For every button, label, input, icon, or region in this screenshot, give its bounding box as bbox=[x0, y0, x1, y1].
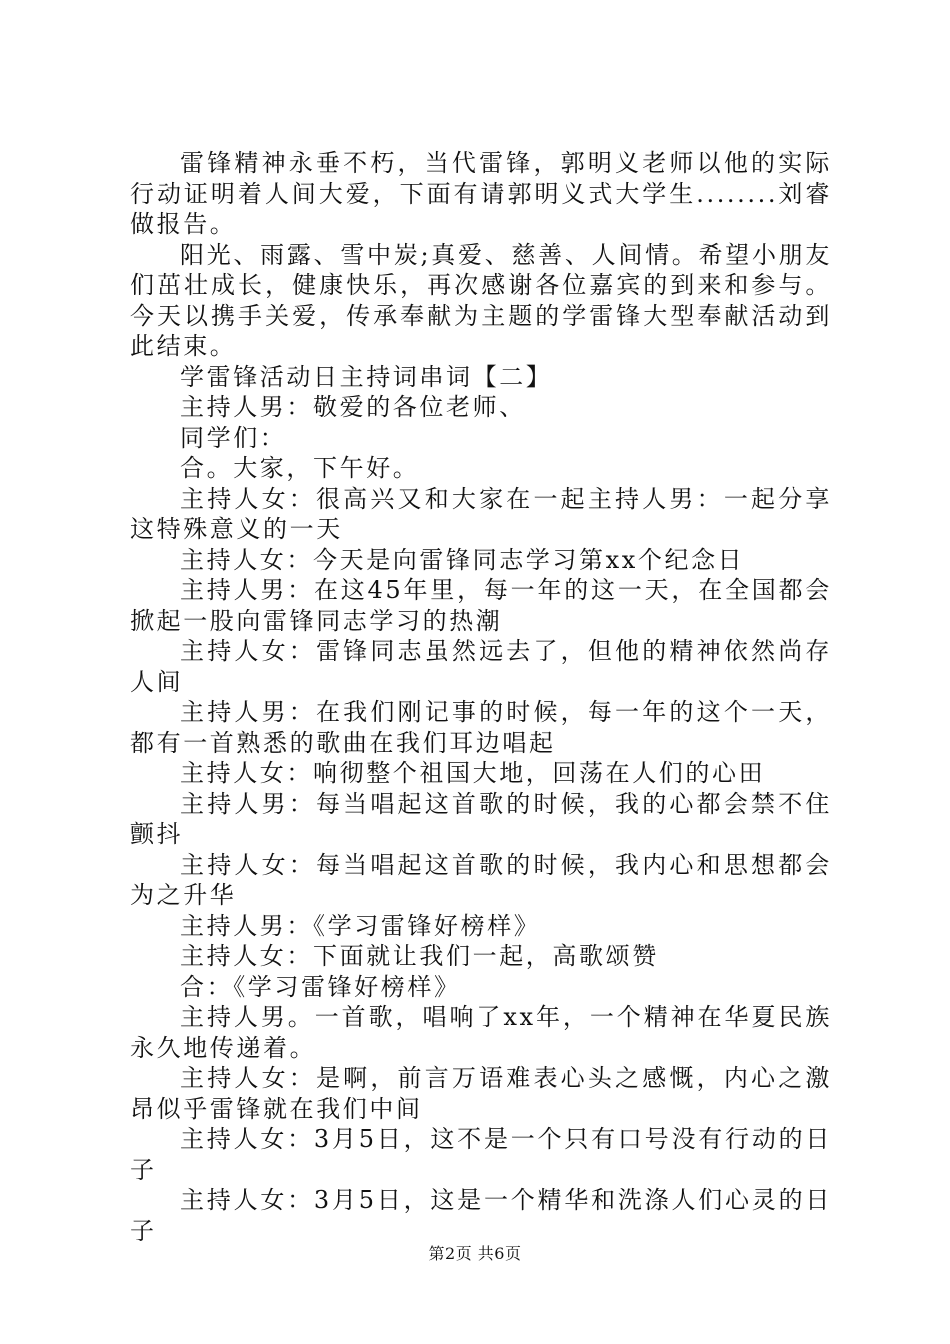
page-number-footer: 第2页 共6页 bbox=[428, 1244, 522, 1263]
paragraph: 主持人女：下面就让我们一起，高歌颂赞 bbox=[180, 942, 659, 970]
paragraph: 主持人女：每当唱起这首歌的时候，我内心和思想都会为之升华 bbox=[130, 850, 832, 909]
paragraph: 主持人男：在这45年里，每一年的这一天，在全国都会掀起一股向雷锋同志学习的热潮 bbox=[130, 576, 832, 635]
paragraph: 主持人女：是啊，前言万语难表心头之感慨，内心之激昂似乎雷锋就在我们中间 bbox=[130, 1064, 832, 1123]
paragraph: 主持人男：敬爱的各位老师、 bbox=[180, 393, 526, 421]
document-body bbox=[130, 148, 832, 1246]
paragraph: 合。大家，下午好。 bbox=[180, 454, 420, 482]
paragraph: 主持人男。一首歌，唱响了xx年，一个精神在华夏民族永久地传递着。 bbox=[130, 1003, 832, 1062]
paragraph: 雷锋精神永垂不朽，当代雷锋，郭明义老师以他的实际行动证明着人间大爱，下面有请郭明义式大学生........刘睿做报告。 bbox=[130, 149, 832, 238]
paragraph: 主持人女：今天是向雷锋同志学习第xx个纪念日 bbox=[180, 545, 745, 574]
paragraph: 合：《学习雷锋好榜样》 bbox=[180, 972, 461, 1001]
paragraph: 主持人女：响彻整个祖国大地，回荡在人们的心田 bbox=[180, 759, 766, 787]
paragraph: 阳光、雨露、雪中炭;真爱、慈善、人间情。希望小朋友们茁壮成长，健康快乐，再次感谢各位嘉宾的到来和参与。今天以携手关爱，传承奉献为主题的学雷锋大型奉献活动到此结束。 bbox=[130, 240, 832, 360]
paragraph: 主持人男：在我们刚记事的时候，每一年的这个一天，都有一首熟悉的歌曲在我们耳边唱起 bbox=[130, 698, 832, 757]
paragraph: 主持人男：每当唱起这首歌的时候，我的心都会禁不住颤抖 bbox=[130, 789, 832, 848]
paragraph: 同学们： bbox=[180, 423, 287, 452]
paragraph: 主持人女：3月5日，这不是一个只有口号没有行动的日子 bbox=[130, 1125, 832, 1184]
section-heading: 学雷锋活动日主持词串词【二】 bbox=[180, 362, 553, 391]
paragraph: 主持人女：很高兴又和大家在一起主持人男：一起分享这特殊意义的一天 bbox=[130, 484, 832, 543]
paragraph: 主持人男：《学习雷锋好榜样》 bbox=[180, 911, 541, 940]
paragraph: 主持人女：3月5日，这是一个精华和洗涤人们心灵的日子 bbox=[130, 1186, 832, 1245]
paragraph: 主持人女：雷锋同志虽然远去了，但他的精神依然尚存人间 bbox=[130, 637, 832, 696]
